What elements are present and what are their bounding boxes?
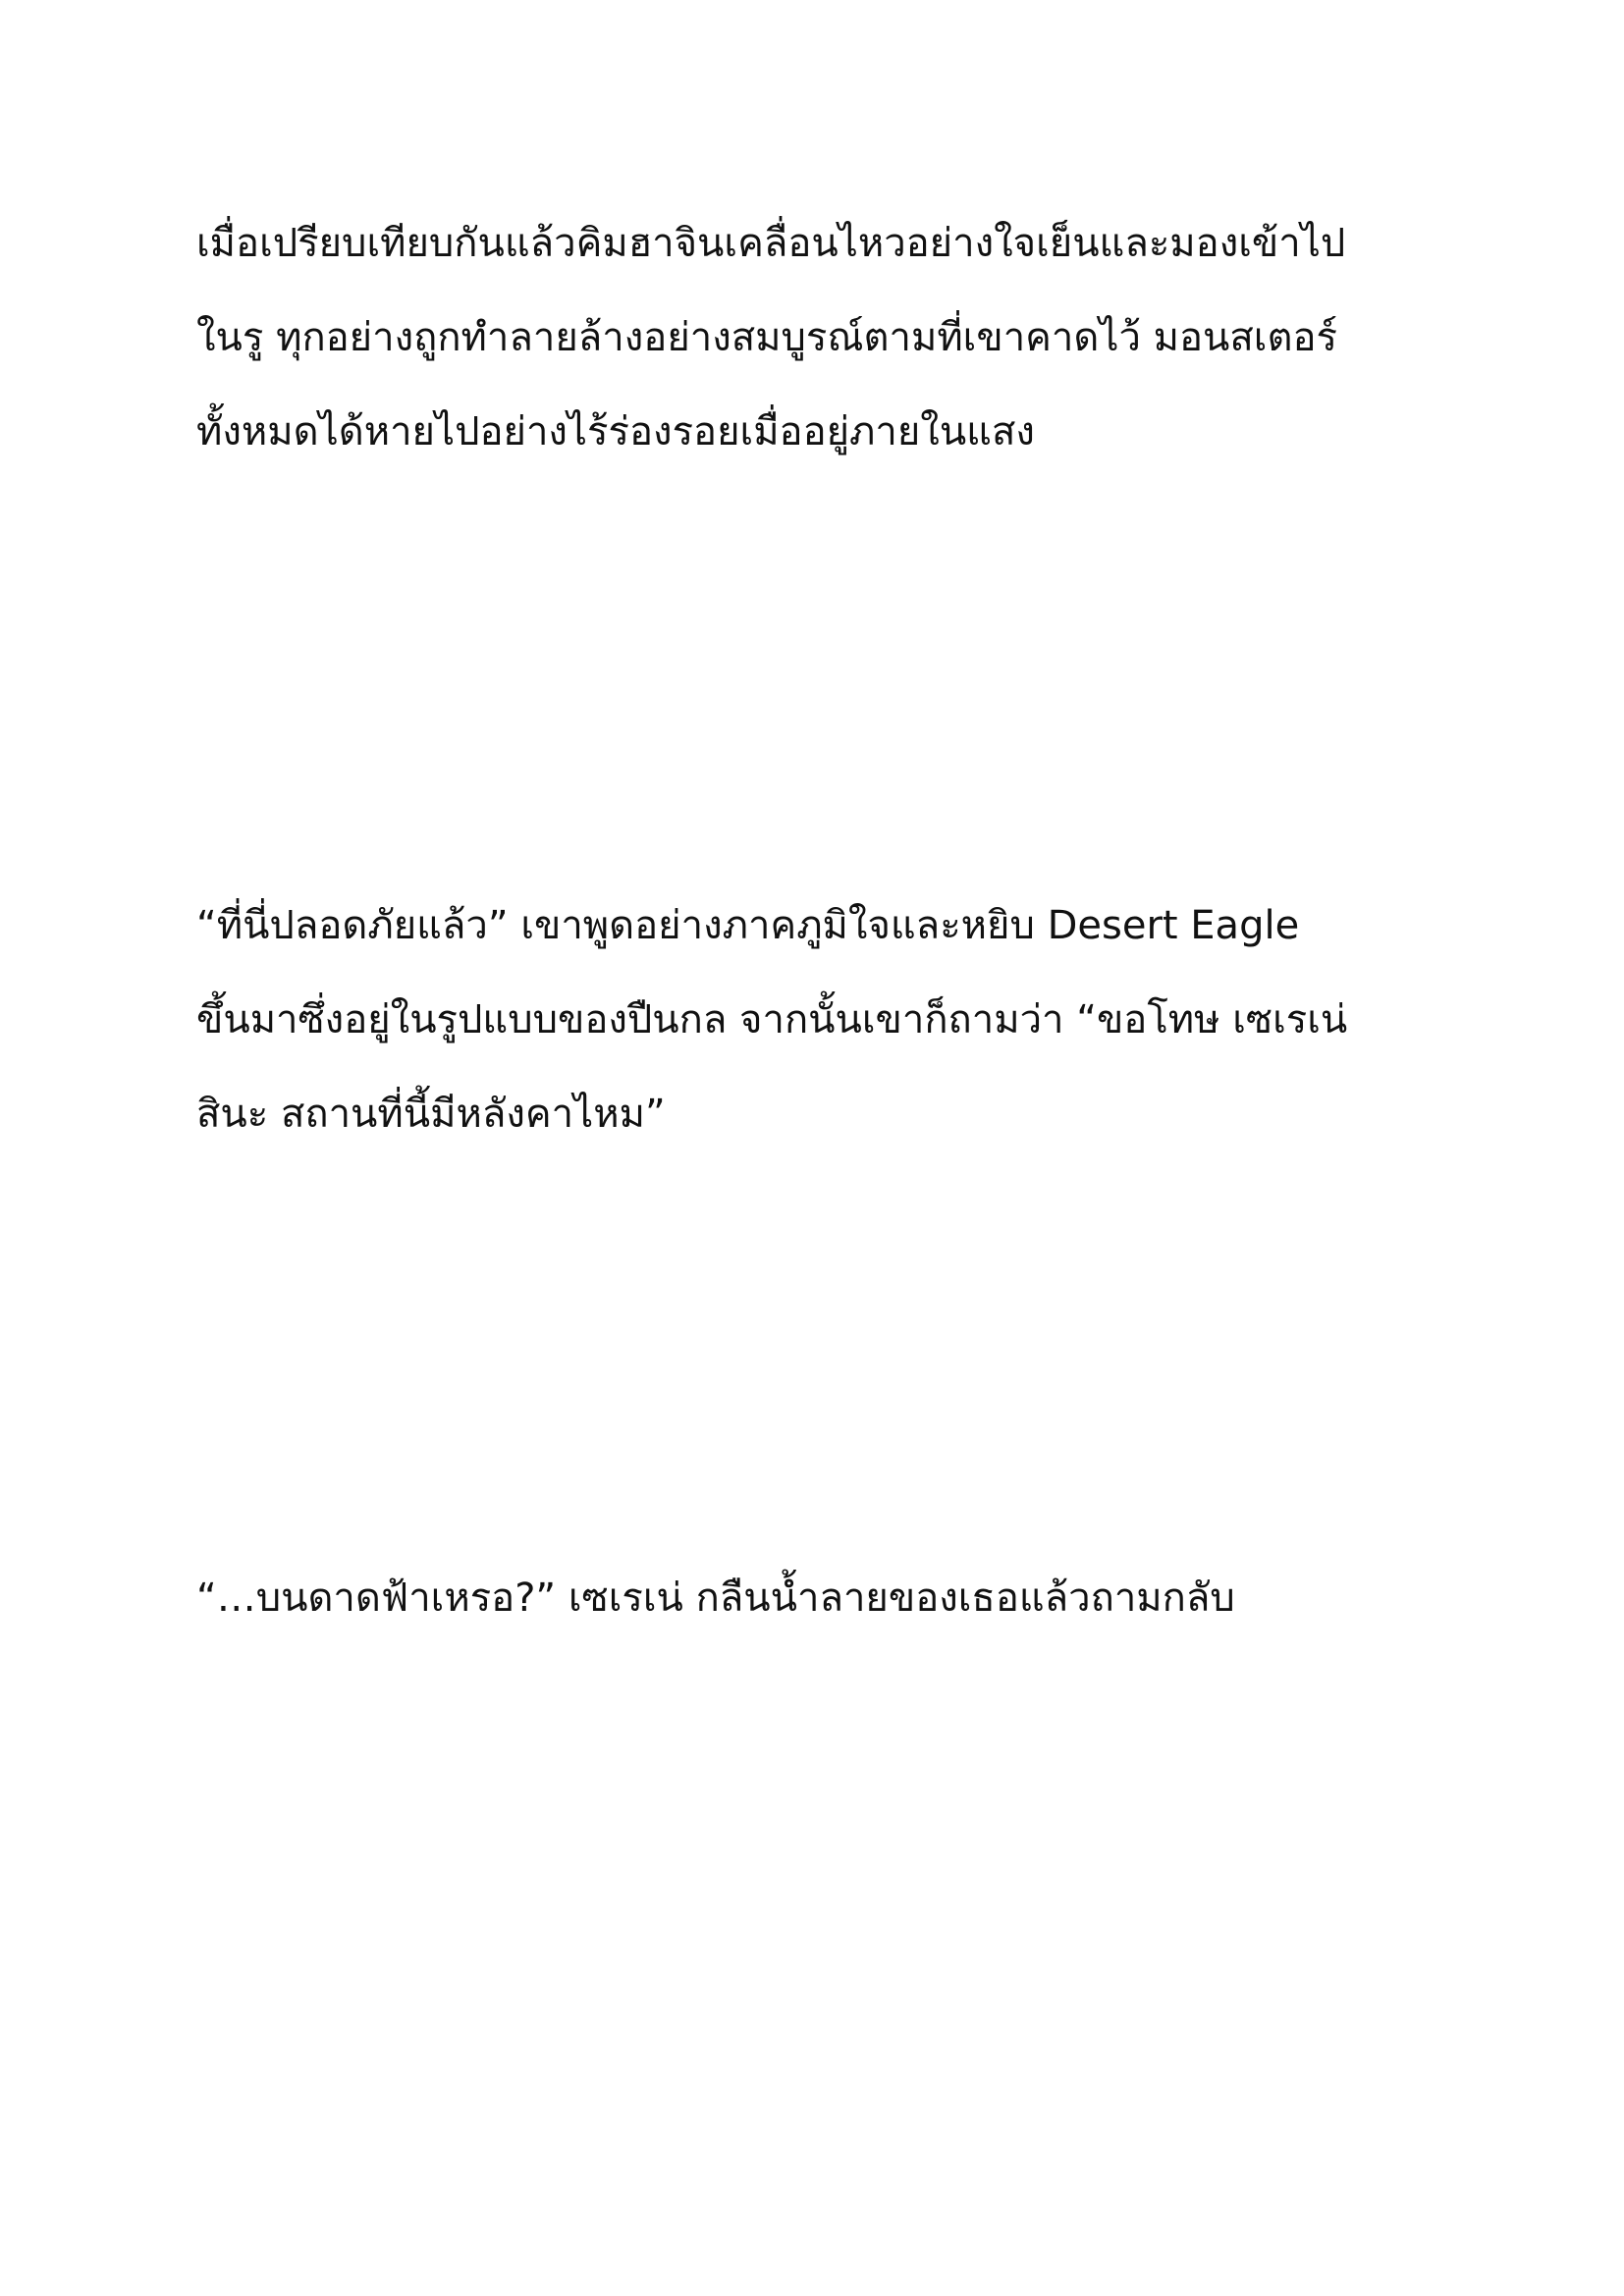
text-line: “…บนดาดฟ้าเหรอ?” เซเรเน่ กลืนน้ำลายของเธอแล้วถามกลับ [196, 1575, 1235, 1621]
text-line: เมื่อเปรียบเทียบกันแล้วคิมฮาจินเคลื่อนไหวอย่างใจเย็นและมองเข้าไป [196, 221, 1346, 266]
paragraph-1 [196, 196, 1434, 479]
text-line: ทั้งหมดได้หายไปอย่างไร้ร่องรอยเมื่ออยู่ภายในแสง [196, 409, 1035, 454]
text-line: ในรู ทุกอย่างถูกทำลายล้างอย่างสมบูรณ์ตามที่เขาคาดไว้ มอนสเตอร์ [196, 315, 1337, 360]
paragraph-2 [196, 879, 1434, 1161]
text-line: ขึ้นมาซึ่งอยู่ในรูปแบบของปืนกล จากนั้นเขาก็ถามว่า “ขอโทษ เซเรเน่ [196, 997, 1348, 1042]
text-line: “ที่นี่ปลอดภัยแล้ว” เขาพูดอย่างภาคภูมิใจและหยิบ Desert Eagle [196, 903, 1300, 948]
paragraph-3 [196, 1551, 1434, 1645]
text-line: สินะ สถานที่นี้มีหลังคาไหม” [196, 1092, 666, 1137]
